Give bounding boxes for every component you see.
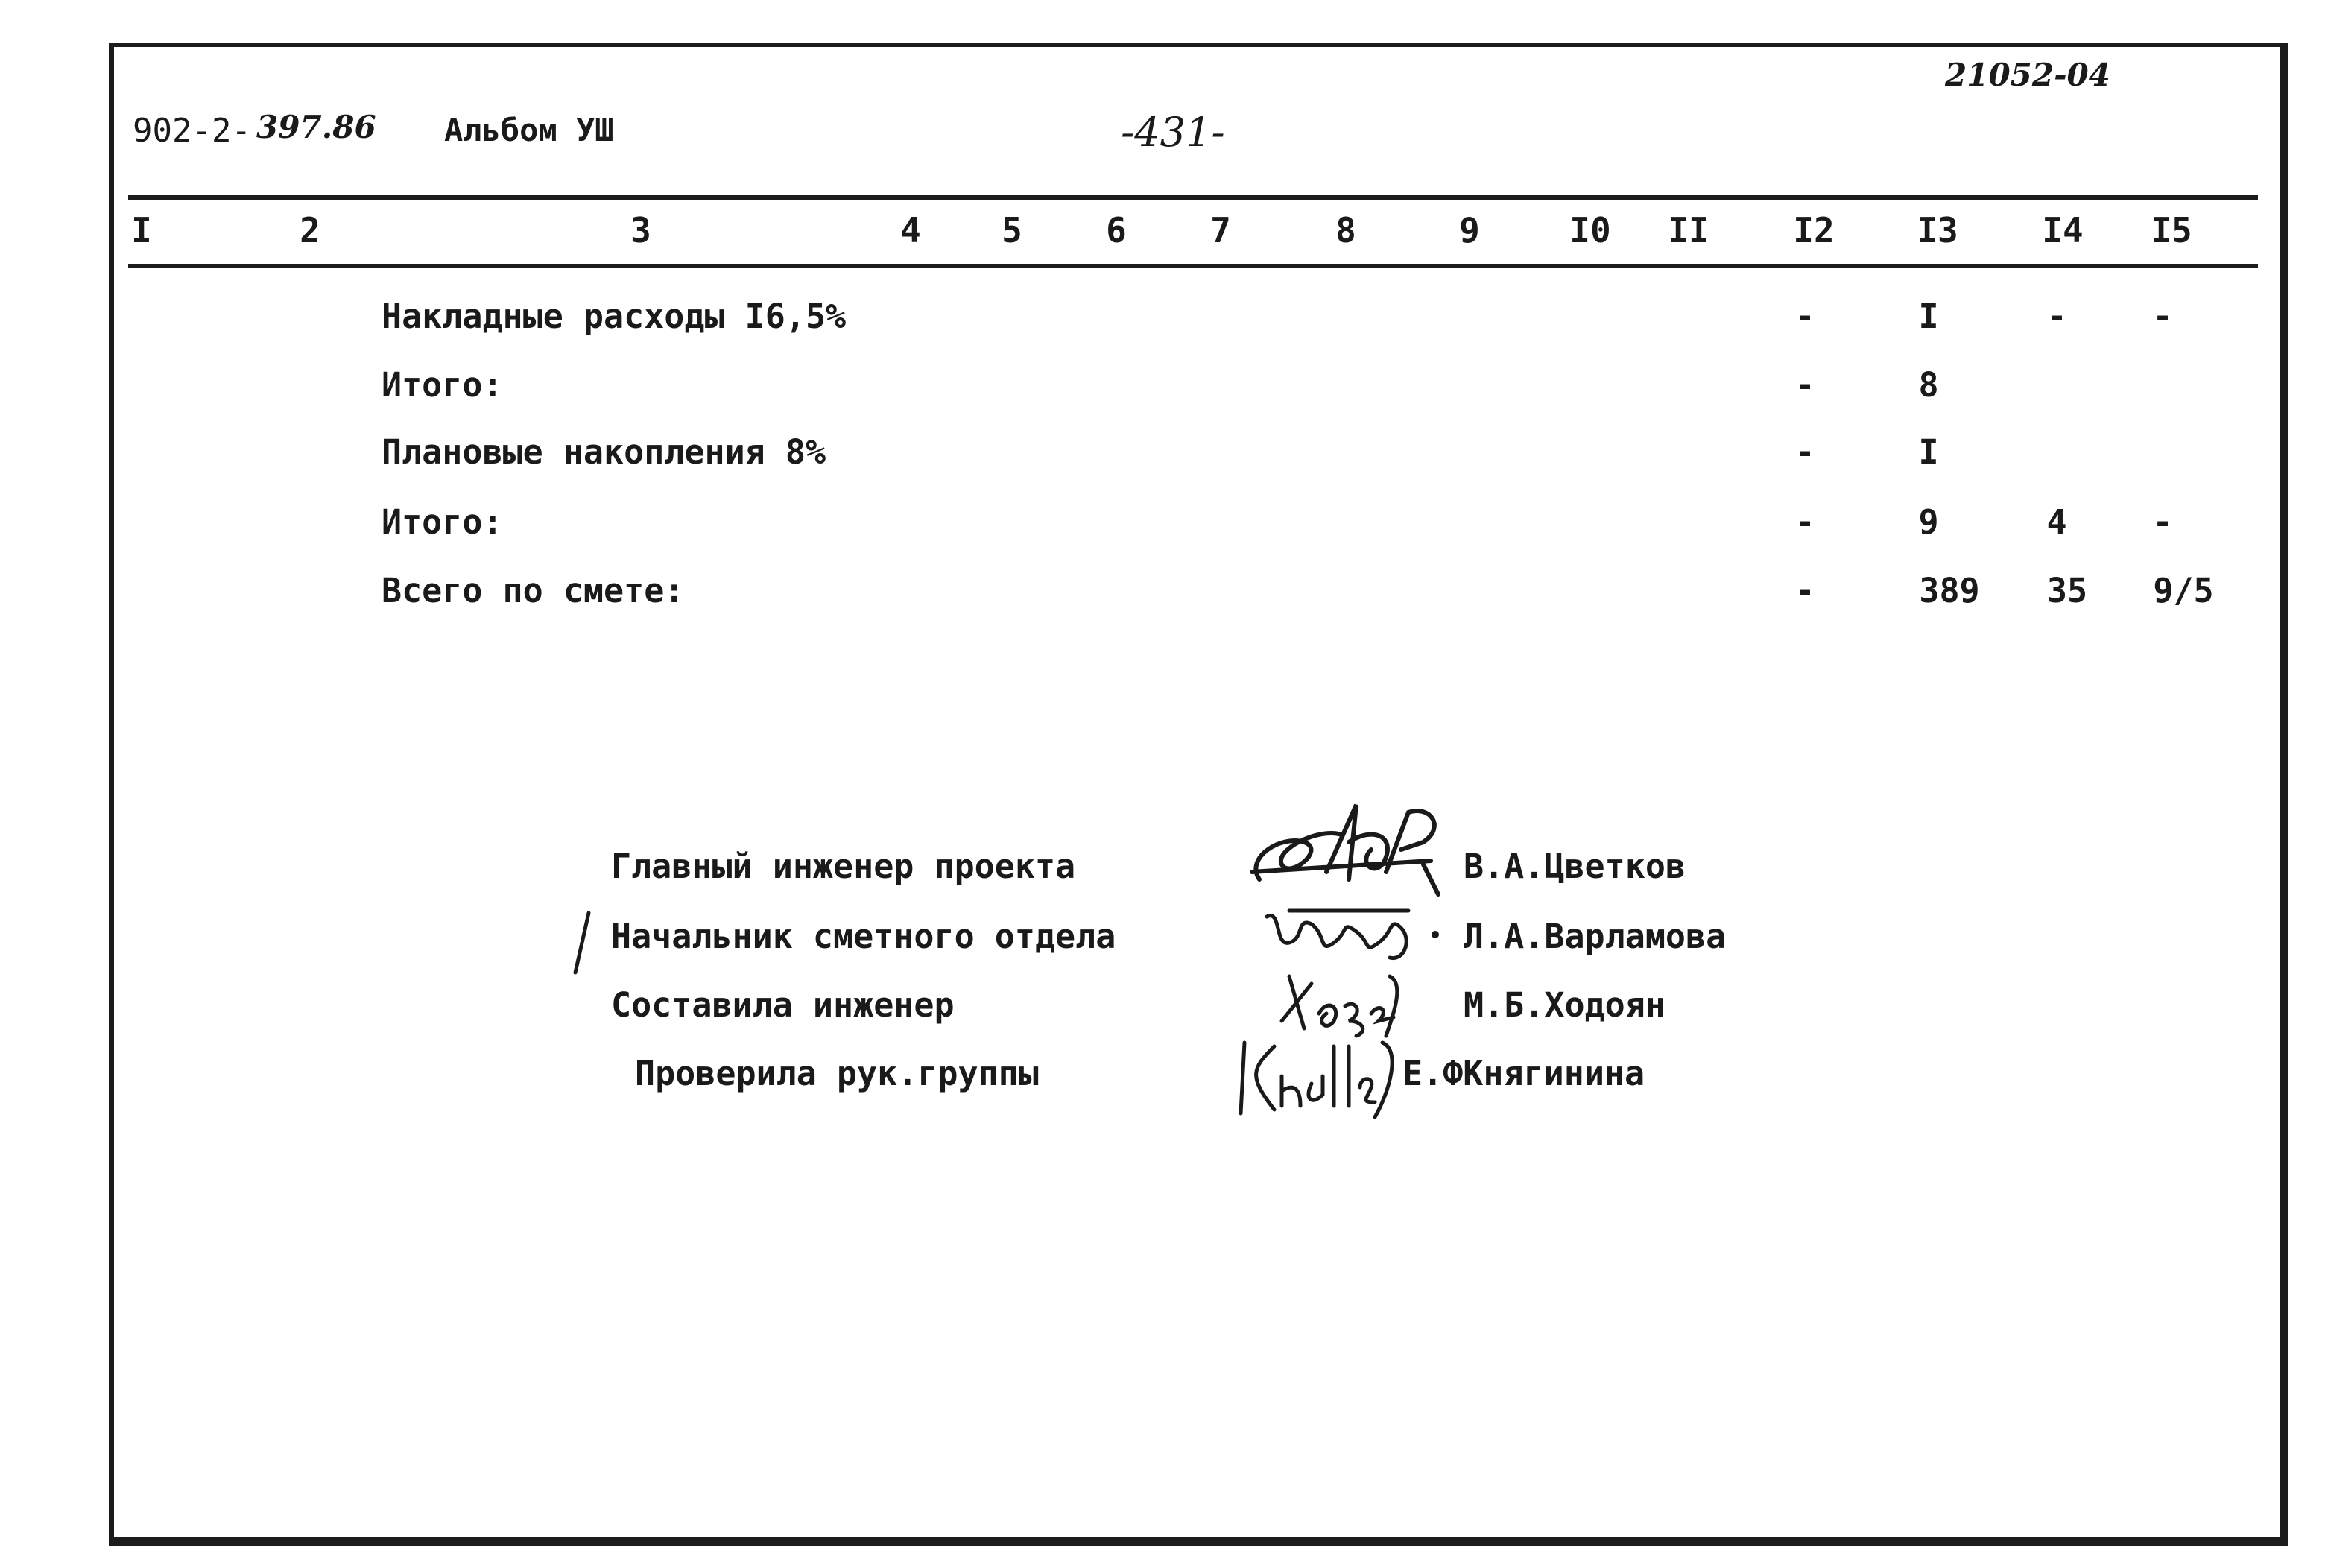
signatory-name: М.Б.Ходоян (1464, 985, 1666, 1025)
cell-col-13: I (1918, 432, 1939, 472)
column-number: 2 (300, 210, 320, 250)
cell-col-14: - (2046, 297, 2067, 336)
column-number: I0 (1569, 210, 1611, 250)
cell-col-12: - (1794, 432, 1815, 472)
row-label: Накладные расходы I6,5% (382, 297, 847, 336)
column-number: 9 (1459, 210, 1480, 250)
column-number: I2 (1793, 210, 1835, 250)
column-number: I3 (1917, 210, 1958, 250)
margin-tick-mark (571, 909, 593, 976)
column-number: II (1668, 210, 1709, 250)
cell-col-13: 9 (1918, 502, 1939, 542)
sheet-code: 21052-04 (1945, 57, 2110, 93)
signature-role: Начальник сметного отдела (611, 917, 1116, 956)
column-number: I4 (2042, 210, 2084, 250)
album-label: Альбом УШ (444, 112, 614, 148)
signature-role: Проверила рук.группы (635, 1054, 1039, 1093)
cell-col-13: I (1918, 297, 1939, 336)
cell-col-15: 9/5 (2153, 571, 2214, 610)
table-top-rule (128, 195, 2258, 200)
column-number: 4 (900, 210, 921, 250)
cell-col-15: - (2152, 502, 2173, 542)
column-number: I5 (2151, 210, 2192, 250)
column-number: 8 (1335, 210, 1356, 250)
signature-scribble-chief-engineer (1237, 790, 1453, 902)
cell-col-12: - (1794, 571, 1815, 610)
column-number: 3 (630, 210, 651, 250)
cell-col-13: 389 (1919, 571, 1980, 610)
row-label: Итого: (382, 502, 503, 542)
signatory-name: Е.ФКнягинина (1402, 1054, 1645, 1093)
cell-col-14: 35 (2046, 571, 2088, 610)
signature-role: Главный инженер проекта (611, 847, 1076, 886)
cell-col-15: - (2152, 297, 2173, 336)
column-number: 6 (1106, 210, 1127, 250)
signature-role: Составила инженер (611, 985, 955, 1025)
table-header-bottom-rule (128, 264, 2258, 268)
cell-col-12: - (1794, 297, 1815, 336)
page-frame (109, 43, 2288, 1546)
cell-col-12: - (1794, 365, 1815, 405)
signature-scribble-estimate-head (1259, 902, 1453, 969)
row-label: Всего по смете: (382, 571, 685, 610)
signature-scribble-group-head (1230, 1031, 1408, 1121)
cell-col-14: 4 (2046, 502, 2067, 542)
signatory-name: Л.А.Варламова (1464, 917, 1727, 956)
doc-prefix: 902-2- (133, 112, 251, 150)
row-label: Плановые накопления 8% (382, 432, 826, 472)
cell-col-13: 8 (1918, 365, 1939, 405)
column-number: 7 (1210, 210, 1231, 250)
signatory-name: В.А.Цветков (1464, 847, 1686, 886)
column-number: I (131, 210, 152, 250)
cell-col-12: - (1794, 502, 1815, 542)
column-number: 5 (1002, 210, 1022, 250)
doc-number: 397.86 (256, 109, 376, 145)
row-label: Итого: (382, 365, 503, 405)
page-number: -431- (1121, 109, 1225, 156)
